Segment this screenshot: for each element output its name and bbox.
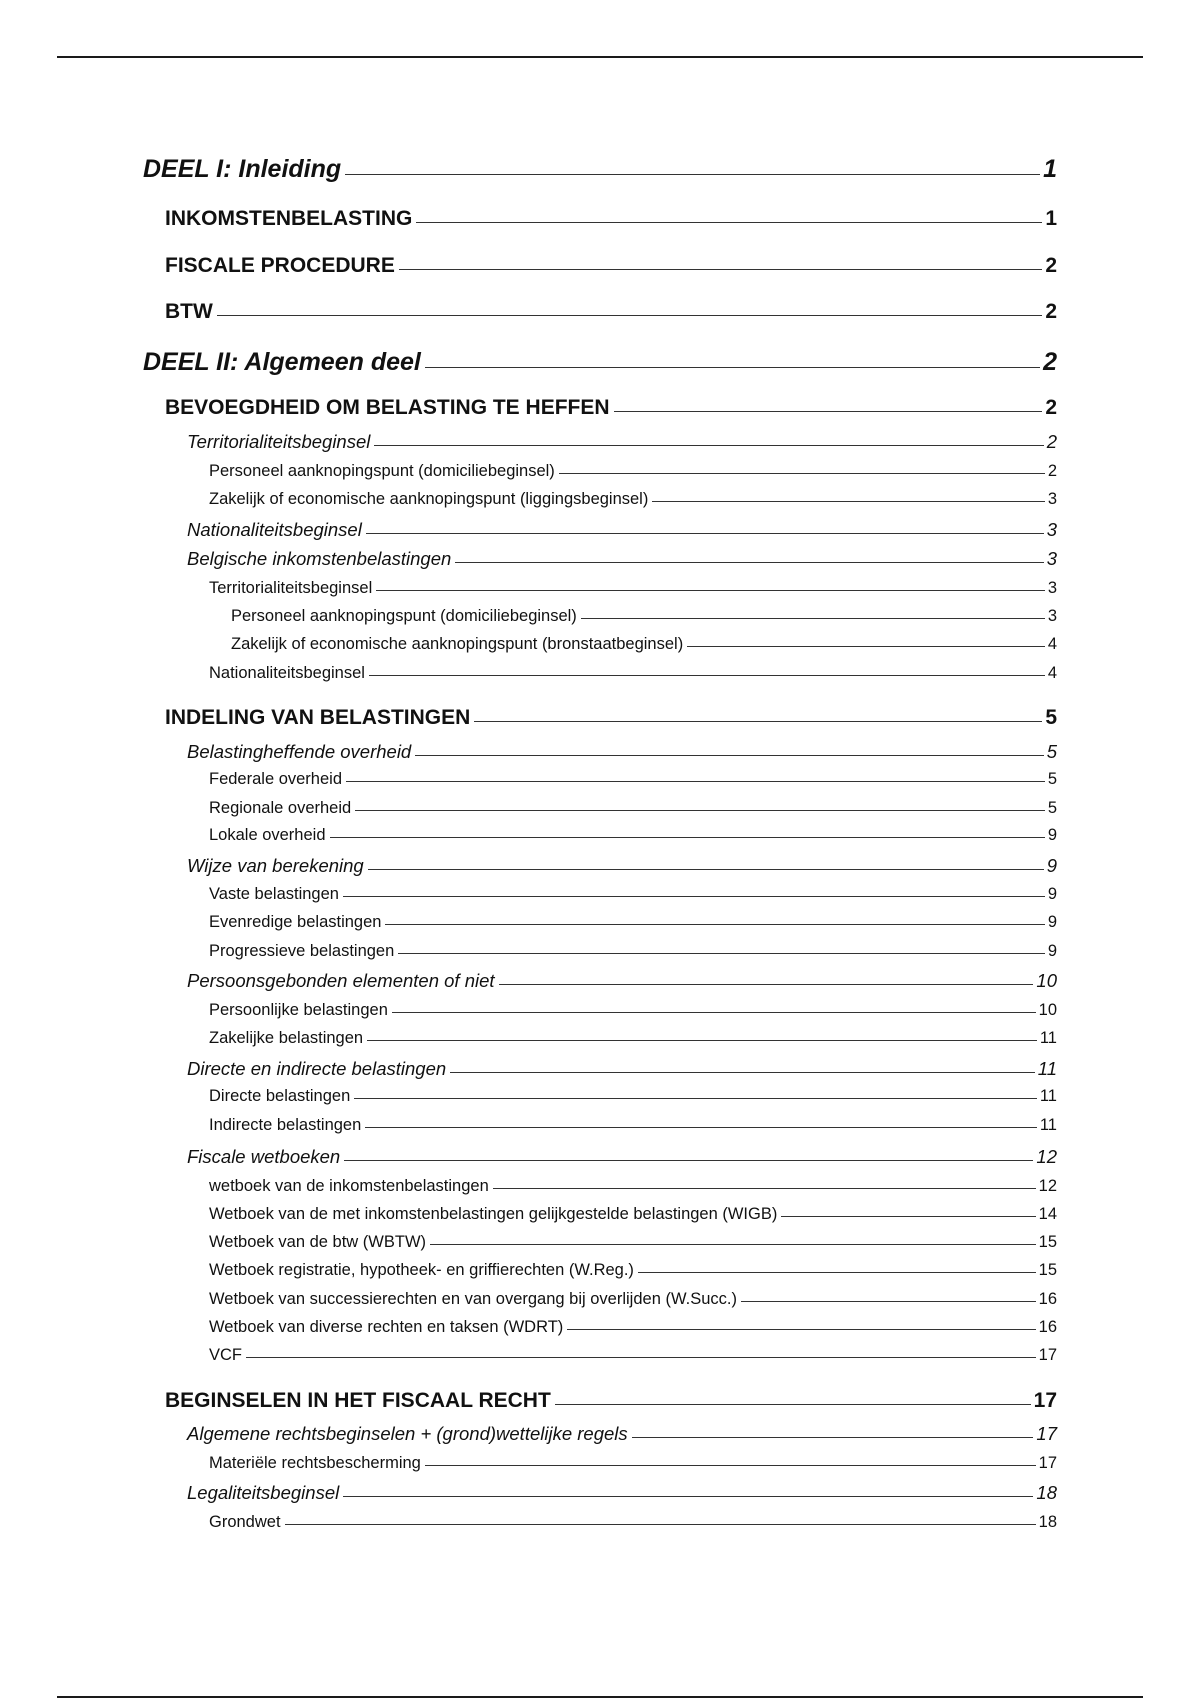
toc-entry-title: Wetboek van successierechten en van overgang bij overlijden (W.Succ.) [209,1290,737,1308]
toc-leader-line [330,837,1045,838]
toc-leader-line [374,445,1043,446]
toc-leader-line [781,1216,1035,1217]
toc-entry-page-number: 17 [1033,1389,1057,1412]
toc-leader-line [368,869,1044,870]
toc-leader-line [430,1244,1036,1245]
toc-entry[interactable] [187,1146,1057,1172]
toc-leader-line [217,315,1042,316]
toc-entry-title: Territorialiteitsbeginsel [209,579,373,597]
header-rule [57,56,1143,58]
toc-entry-title: INDELING VAN BELASTINGEN [165,706,471,729]
toc-entry-page-number: 11 [1039,1087,1057,1105]
toc-entry[interactable] [209,1454,1057,1478]
toc-leader-line [344,1160,1033,1161]
toc-entry-page-number: 5 [1045,706,1057,729]
toc-entry-page-number: 5 [1047,770,1057,788]
toc-entry-title: Directe en indirecte belastingen [187,1058,447,1079]
toc-entry-title: Fiscale wetboeken [187,1146,341,1167]
toc-entry[interactable] [165,300,1057,328]
toc-leader-line [567,1329,1035,1330]
toc-leader-line [246,1357,1036,1358]
toc-leader-line [285,1524,1036,1525]
toc-leader-line [425,1465,1036,1466]
toc-entry-title: Wetboek van de btw (WBTW) [209,1233,427,1251]
toc-entry[interactable] [165,207,1057,235]
toc-entry-title: Personeel aanknopingspunt (domiciliebeginsel) [231,607,577,625]
toc-entry[interactable] [187,548,1057,574]
toc-leader-line [392,1012,1036,1013]
toc-entry[interactable] [187,970,1057,996]
toc-entry-title: Vaste belastingen [209,885,339,903]
toc-entry[interactable] [209,462,1057,486]
toc-entry-page-number: 10 [1036,970,1057,991]
toc-leader-line [632,1437,1034,1438]
toc-leader-line [555,1404,1031,1405]
toc-entry-title: Evenredige belastingen [209,913,382,931]
toc-leader-line [455,562,1043,563]
toc-leader-line [687,646,1045,647]
toc-leader-line [416,222,1042,223]
toc-entry[interactable] [209,799,1057,823]
toc-entry-page-number: 12 [1036,1146,1057,1167]
toc-leader-line [346,781,1045,782]
toc-leader-line [343,896,1045,897]
toc-entry[interactable] [187,855,1057,881]
toc-entry-page-number: 3 [1046,548,1057,569]
toc-entry-page-number: 3 [1046,519,1057,540]
toc-leader-line [614,411,1043,412]
toc-entry[interactable] [209,1346,1057,1370]
toc-leader-line [398,953,1045,954]
toc-entry-page-number: 16 [1038,1318,1057,1336]
toc-entry-title: Belgische inkomstenbelastingen [187,548,452,569]
toc-entry[interactable] [187,431,1057,457]
toc-entry-page-number: 9 [1047,826,1057,844]
toc-leader-line [369,675,1045,676]
toc-entry-page-number: 9 [1047,913,1057,931]
toc-entry-title: Directe belastingen [209,1087,351,1105]
toc-leader-line [385,924,1044,925]
toc-entry-title: Wetboek van diverse rechten en taksen (WDRT) [209,1318,564,1336]
toc-entry-page-number: 3 [1047,579,1057,597]
toc-leader-line [652,501,1044,502]
toc-entry-title: Wijze van berekening [187,855,364,876]
toc-entry-title: Legaliteitsbeginsel [187,1482,340,1503]
toc-entry-page-number: 2 [1045,254,1057,277]
toc-entry[interactable] [209,826,1057,850]
toc-entry-page-number: 2 [1047,462,1057,480]
toc-leader-line [345,174,1040,175]
toc-entry-title: Zakelijke belastingen [209,1029,364,1047]
toc-entry[interactable] [143,155,1057,187]
toc-entry-title: Persoonsgebonden elementen of niet [187,970,495,991]
toc-entry[interactable] [209,942,1057,966]
toc-leader-line [493,1188,1036,1189]
toc-entry-page-number: 11 [1039,1029,1057,1047]
toc-entry[interactable] [209,664,1057,688]
toc-entry-page-number: 11 [1039,1116,1057,1134]
toc-entry[interactable] [209,579,1057,603]
toc-entry-title: BEVOEGDHEID OM BELASTING TE HEFFEN [165,396,610,419]
toc-entry-page-number: 1 [1045,207,1057,230]
toc-entry-title: Lokale overheid [209,826,326,844]
toc-entry-title: Federale overheid [209,770,342,788]
toc-leader-line [365,1127,1037,1128]
toc-entry-page-number: 1 [1043,155,1057,183]
toc-entry[interactable] [165,1389,1057,1417]
toc-entry-title: Personeel aanknopingspunt (domiciliebeginsel) [209,462,555,480]
toc-entry-page-number: 5 [1047,799,1057,817]
toc-entry[interactable] [143,348,1057,380]
toc-entry-title: wetboek van de inkomstenbelastingen [209,1177,489,1195]
toc-entry-page-number: 16 [1038,1290,1057,1308]
toc-entry-page-number: 3 [1047,490,1057,508]
toc-entry-page-number: 2 [1045,396,1057,419]
footer-rule [57,1696,1143,1698]
toc-leader-line [499,984,1034,985]
toc-entry-title: Nationaliteitsbeginsel [187,519,362,540]
toc-entry-page-number: 9 [1046,855,1057,876]
toc-entry-title: DEEL I: Inleiding [143,155,342,183]
toc-entry-page-number: 10 [1038,1001,1057,1019]
toc-entry[interactable] [187,1482,1057,1508]
toc-entry[interactable] [209,1116,1057,1140]
toc-entry-title: Progressieve belastingen [209,942,395,960]
toc-entry[interactable] [209,1233,1057,1257]
toc-leader-line [399,269,1042,270]
toc-entry-page-number: 11 [1037,1058,1057,1079]
toc-entry-title: Territorialiteitsbeginsel [187,431,371,452]
toc-entry[interactable] [209,913,1057,937]
toc-entry-title: VCF [209,1346,242,1364]
toc-leader-line [474,721,1042,722]
toc-entry-page-number: 12 [1038,1177,1057,1195]
toc-entry-title: Regionale overheid [209,799,352,817]
toc-leader-line [450,1072,1035,1073]
toc-entry-title: Grondwet [209,1513,281,1531]
toc-entry-title: BEGINSELEN IN HET FISCAAL RECHT [165,1389,551,1412]
toc-entry-title: Algemene rechtsbeginselen + (grond)wettelijke regels [187,1423,628,1444]
toc-entry[interactable] [209,1318,1057,1342]
toc-entry[interactable] [209,1261,1057,1285]
toc-entry[interactable] [209,1177,1057,1201]
toc-entry-page-number: 18 [1038,1513,1057,1531]
toc-entry[interactable] [231,607,1057,631]
toc-entry-title: INKOMSTENBELASTING [165,207,413,230]
toc-entry-title: Zakelijk of economische aanknopingspunt (bronstaatbeginsel) [231,635,684,653]
toc-leader-line [638,1272,1036,1273]
toc-entry[interactable] [165,706,1057,734]
toc-entry[interactable] [209,1205,1057,1229]
toc-entry-title: BTW [165,300,213,323]
toc-leader-line [581,618,1045,619]
toc-entry[interactable] [187,1423,1057,1449]
toc-entry[interactable] [209,1087,1057,1111]
toc-entry-title: Belastingheffende overheid [187,741,412,762]
toc-entry-page-number: 17 [1038,1346,1057,1364]
toc-entry-page-number: 17 [1038,1454,1057,1472]
toc-leader-line [355,810,1045,811]
toc-entry-page-number: 18 [1036,1482,1057,1503]
toc-entry-page-number: 4 [1047,664,1057,682]
toc-entry-page-number: 4 [1047,635,1057,653]
toc-entry-title: Wetboek registratie, hypotheek- en griffierechten (W.Reg.) [209,1261,634,1279]
toc-entry-title: FISCALE PROCEDURE [165,254,395,277]
toc-entry[interactable] [209,885,1057,909]
toc-entry-page-number: 2 [1043,348,1057,376]
toc-leader-line [367,1040,1037,1041]
toc-entry-page-number: 9 [1047,885,1057,903]
toc-leader-line [354,1098,1037,1099]
toc-leader-line [366,533,1044,534]
toc-entry[interactable] [209,1029,1057,1053]
toc-entry-page-number: 2 [1046,431,1057,452]
toc-entry[interactable] [209,490,1057,514]
toc-leader-line [343,1496,1033,1497]
toc-entry-page-number: 9 [1047,942,1057,960]
toc-entry-page-number: 15 [1038,1261,1057,1279]
toc-leader-line [559,473,1045,474]
toc-leader-line [425,367,1040,368]
toc-entry[interactable] [209,770,1057,794]
toc-entry[interactable] [231,635,1057,659]
toc-entry-title: Nationaliteitsbeginsel [209,664,365,682]
toc-leader-line [415,755,1043,756]
toc-entry-page-number: 2 [1045,300,1057,323]
toc-entry-title: Persoonlijke belastingen [209,1001,388,1019]
toc-entry-page-number: 14 [1038,1205,1057,1223]
toc-leader-line [376,590,1045,591]
toc-entry-page-number: 15 [1038,1233,1057,1251]
toc-entry-page-number: 5 [1046,741,1057,762]
toc-entry-page-number: 3 [1047,607,1057,625]
toc-entry[interactable] [187,519,1057,545]
toc-entry[interactable] [187,1058,1057,1084]
toc-entry[interactable] [209,1513,1057,1537]
toc-entry[interactable] [165,396,1057,424]
toc-entry[interactable] [209,1290,1057,1314]
toc-entry[interactable] [209,1001,1057,1025]
toc-entry-title: Wetboek van de met inkomstenbelastingen gelijkgestelde belastingen (WIGB) [209,1205,778,1223]
toc-entry-page-number: 17 [1036,1423,1057,1444]
toc-entry[interactable] [187,741,1057,767]
toc-entry-title: Indirecte belastingen [209,1116,362,1134]
toc-leader-line [741,1301,1036,1302]
toc-entry-title: Zakelijk of economische aanknopingspunt (liggingsbeginsel) [209,490,649,508]
toc-entry-title: Materiële rechtsbescherming [209,1454,421,1472]
toc-entry-title: DEEL II: Algemeen deel [143,348,421,376]
toc-entry[interactable] [165,254,1057,282]
